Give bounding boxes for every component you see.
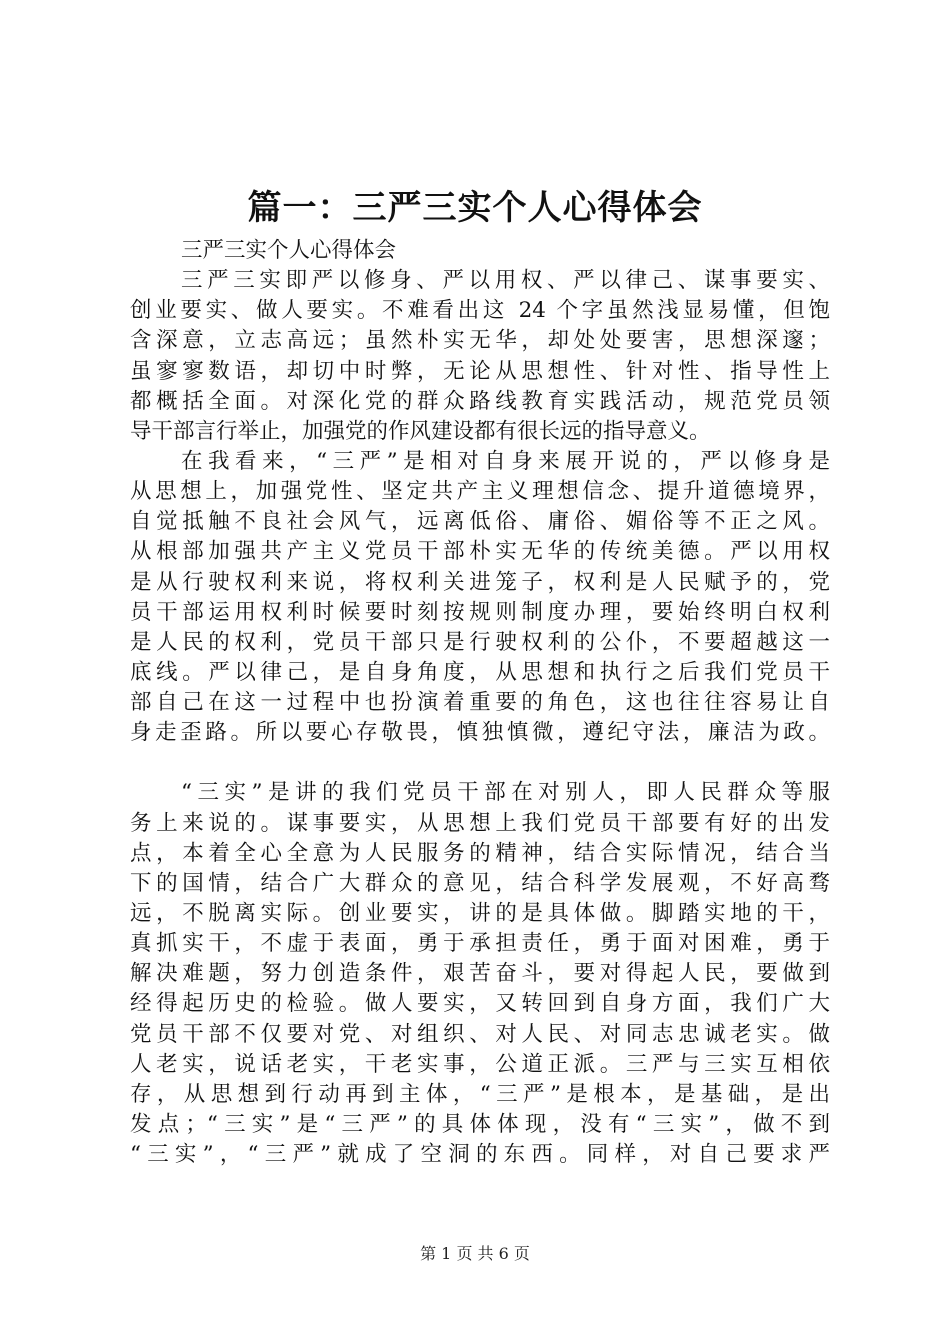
text-line: 是人民的权利，党员干部只是行驶权利的公仆，不要超越这一 [130,629,830,655]
paragraph-san-yan [130,447,830,748]
text-line: 三严三实即严以修身、严以用权、严以律己、谋事要实、 [181,268,830,294]
text-line: 导干部言行举止，加强党的作风建设都有很长远的指导意义。 [130,418,711,444]
text-line: 真抓实干，不虚于表面，勇于承担责任，勇于面对困难，勇于 [130,931,830,957]
paragraph-intro [130,266,830,447]
text-line: 解决难题，努力创造条件，艰苦奋斗，要对得起人民，要做到 [130,961,830,987]
text-line: 在我看来，“三严”是相对自身来展开说的，严以修身是 [181,448,830,474]
text-line: 点，本着全心全意为人民服务的精神，结合实际情况，结合当 [130,840,830,866]
page-footer: 第 1 页 共 6 页 [420,1244,530,1263]
text-line: 务上来说的。谋事要实，从思想上我们党员干部要有好的出发 [130,810,830,836]
text-line: “三实”，“三严”就成了空洞的东西。同样，对自己要求严 [130,1142,830,1168]
document-title: 篇一：三严三实个人心得体会 [247,188,703,228]
text-line: 自觉抵触不良社会风气，远离低俗、庸俗、媚俗等不正之风。 [130,509,830,535]
text-line: 是从行驶权利来说，将权利关进笼子，权利是人民赋予的，党 [130,569,830,595]
text-line: 经得起历史的检验。做人要实，又转回到自身方面，我们广大 [130,991,830,1017]
text-line: 部自己在这一过程中也扮演着重要的角色，这也往往容易让自 [130,690,830,716]
text-line: 从思想上，加强党性、坚定共产主义理想信念、提升道德境界， [130,479,830,505]
text-line: 都概括全面。对深化党的群众路线教育实践活动，规范党员领 [130,388,830,414]
text-line: 身走歪路。所以要心存敬畏，慎独慎微，遵纪守法，廉洁为政。 [130,720,830,746]
text-line: 人老实，说话老实，干老实事，公道正派。三严与三实互相依 [130,1051,830,1077]
text-line: 底线。严以律己，是自身角度，从思想和执行之后我们党员干 [130,659,830,685]
text-line: 创业要实、做人要实。不难看出这 24 个字虽然浅显易懂，但饱 [130,298,830,324]
text-line: 党员干部不仅要对党、对组织、对人民、对同志忠诚老实。做 [130,1021,830,1047]
paragraph-san-shi [130,778,830,1170]
document-body [130,236,830,1170]
text-line: 发点；“三实”是“三严”的具体体现，没有“三实”，做不到 [130,1111,830,1137]
text-line: 三严三实个人心得体会 [181,238,397,263]
paragraph-gap [130,748,830,778]
text-line: “三实”是讲的我们党员干部在对别人，即人民群众等服 [181,780,830,806]
text-line: 存，从思想到行动再到主体，“三严”是根本，是基础，是出 [130,1081,830,1107]
text-line: 含深意，立志高远；虽然朴实无华，却处处要害，思想深邃； [130,328,830,354]
text-line: 虽寥寥数语，却切中时弊，无论从思想性、针对性、指导性上 [130,358,830,384]
paragraph-heading [130,236,830,266]
text-line: 员干部运用权利时候要时刻按规则制度办理，要始终明白权利 [130,599,830,625]
text-line: 下的国情，结合广大群众的意见，结合科学发展观，不好高骛 [130,870,830,896]
text-line: 从根部加强共产主义党员干部朴实无华的传统美德。严以用权 [130,539,830,565]
text-line: 远，不脱离实际。创业要实，讲的是具体做。脚踏实地的干， [130,900,830,926]
